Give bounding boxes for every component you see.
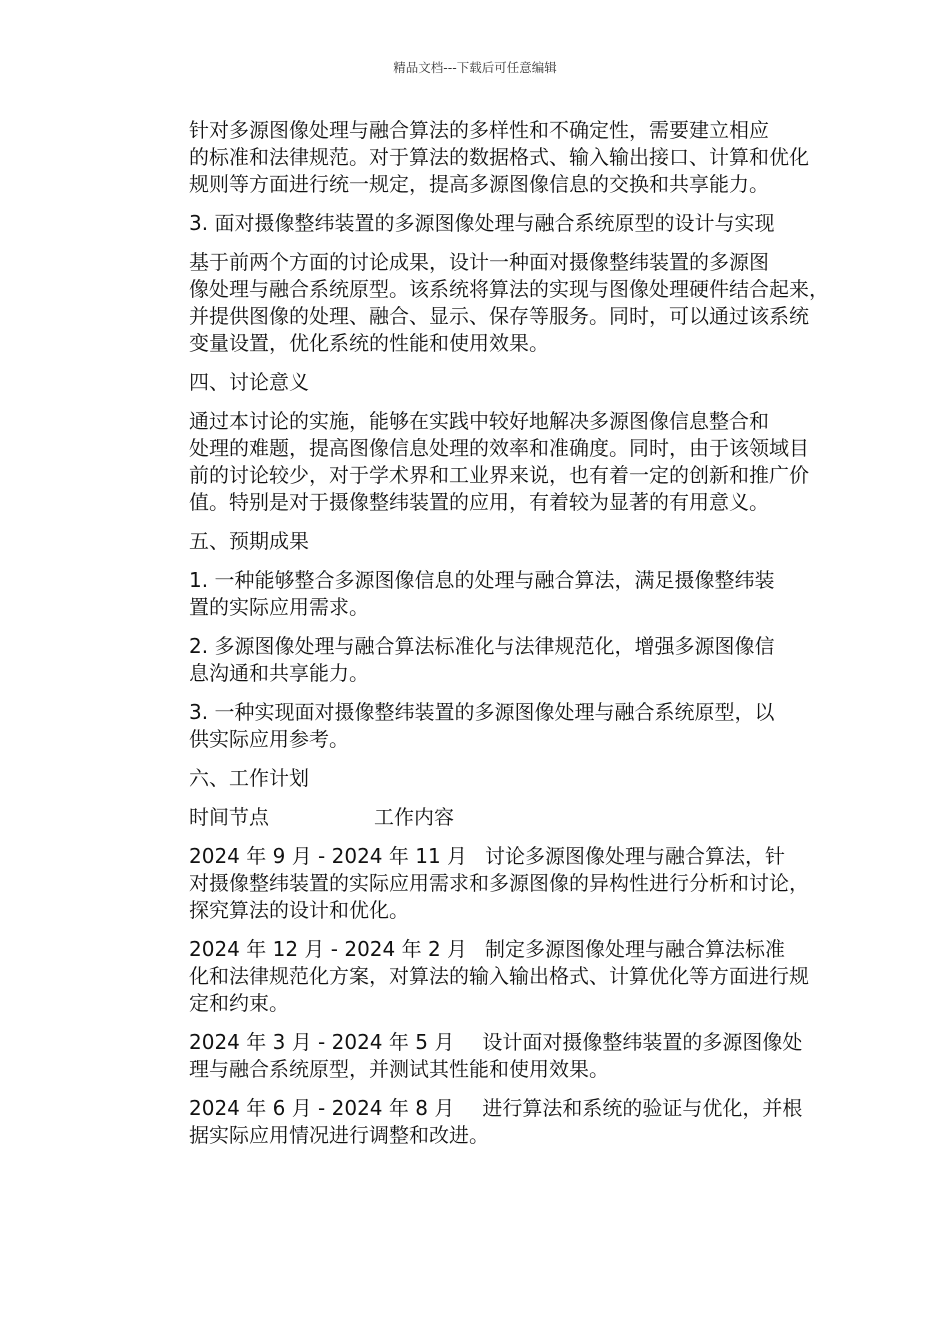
text-line: 定和约束。	[189, 991, 289, 1015]
text-line: 对摄像整纬装置的实际应用需求和多源图像的异构性进行分析和讨论，	[189, 871, 809, 895]
text-line: 六、工作计划	[189, 766, 309, 790]
text-line	[143, 1095, 808, 1122]
text-line: 像处理与融合系统原型。该系统将算法的实现与图像处理硬件结合起来，	[189, 277, 829, 301]
text-line: 值。特别是对于摄像整纬装置的应用，有着较为显著的有用意义。	[189, 490, 769, 514]
text-line: 针对多源图像处理与融合算法的多样性和不确定性，需要建立相应	[189, 118, 769, 142]
text-line: 据实际应用情况进行调整和改进。	[189, 1123, 489, 1147]
text-line: 变量设置，优化系统的性能和使用效果。	[189, 331, 549, 355]
text-line: 探究算法的设计和优化。	[189, 898, 409, 922]
text-line: 化和法律规范化方案，对算法的输入输出格式、计算优化等方面进行规	[189, 964, 809, 988]
text-line: 息沟通和共享能力。	[189, 661, 369, 685]
schedule-entry	[143, 936, 808, 1017]
schedule-header-time: 时间节点	[189, 805, 269, 829]
text-line: 的标准和法律规范。对于算法的数据格式、输入输出接口、计算和优化	[189, 145, 809, 169]
paragraph	[143, 210, 808, 237]
document-body	[143, 117, 829, 1161]
text-line: 五、预期成果	[189, 529, 309, 553]
schedule-content: 设计面对摄像整纬装置的多源图像处	[482, 1030, 803, 1054]
body-paragraphs	[143, 117, 829, 792]
schedule-time: 2024 年 12 月 - 2024 年 2 月	[189, 937, 468, 961]
text-line: 2. 多源图像处理与融合算法标准化与法律规范化，增强多源图像信	[189, 634, 775, 658]
text-line: 置的实际应用需求。	[189, 595, 369, 619]
schedule-list	[143, 843, 808, 1149]
text-line: 3. 面对摄像整纬装置的多源图像处理与融合系统原型的设计与实现	[189, 211, 775, 235]
schedule-time: 2024 年 3 月 - 2024 年 5 月	[189, 1030, 455, 1054]
paragraph	[143, 117, 808, 198]
schedule-content: 制定多源图像处理与融合算法标准	[485, 937, 786, 961]
text-line: 通过本讨论的实施，能够在实践中较好地解决多源图像信息整合和	[189, 409, 769, 433]
text-line: 供实际应用参考。	[189, 727, 349, 751]
schedule-entry	[143, 1029, 808, 1083]
schedule-time: 2024 年 9 月 - 2024 年 11 月	[189, 844, 468, 868]
schedule-entry	[143, 843, 808, 924]
paragraph	[143, 408, 808, 516]
text-line: 1. 一种能够整合多源图像信息的处理与融合算法，满足摄像整纬装	[189, 568, 775, 592]
text-line: 处理的难题，提高图像信息处理的效率和准确度。同时，由于该领域目	[189, 436, 809, 460]
text-line: 并提供图像的处理、融合、显示、保存等服务。同时，可以通过该系统	[189, 304, 809, 328]
schedule-header-content: 工作内容	[374, 805, 454, 829]
paragraph	[143, 567, 808, 621]
schedule-time: 2024 年 6 月 - 2024 年 8 月	[189, 1096, 455, 1120]
text-line: 四、讨论意义	[189, 370, 309, 394]
text-line	[143, 936, 808, 963]
paragraph	[143, 765, 808, 792]
text-line: 3. 一种实现面对摄像整纬装置的多源图像处理与融合系统原型，以	[189, 700, 775, 724]
text-line	[143, 1029, 808, 1056]
paragraph	[143, 699, 808, 753]
text-line: 理与融合系统原型，并测试其性能和使用效果。	[189, 1057, 609, 1081]
paragraph	[143, 249, 829, 357]
paragraph	[143, 528, 808, 555]
text-line: 前的讨论较少，对于学术界和工业界来说，也有着一定的创新和推广价	[189, 463, 809, 487]
schedule-entry	[143, 1095, 808, 1149]
text-line	[143, 843, 808, 870]
schedule-content: 讨论多源图像处理与融合算法，针	[485, 844, 786, 868]
paragraph	[143, 633, 808, 687]
text-line: 基于前两个方面的讨论成果，设计一种面对摄像整纬装置的多源图	[189, 250, 769, 274]
text-line: 规则等方面进行统一规定，提高多源图像信息的交换和共享能力。	[189, 172, 769, 196]
schedule-content: 进行算法和系统的验证与优化，并根	[482, 1096, 803, 1120]
paragraph	[143, 369, 808, 396]
schedule-header	[143, 804, 808, 831]
page-header: 精品文档---下载后可任意编辑	[393, 60, 557, 75]
